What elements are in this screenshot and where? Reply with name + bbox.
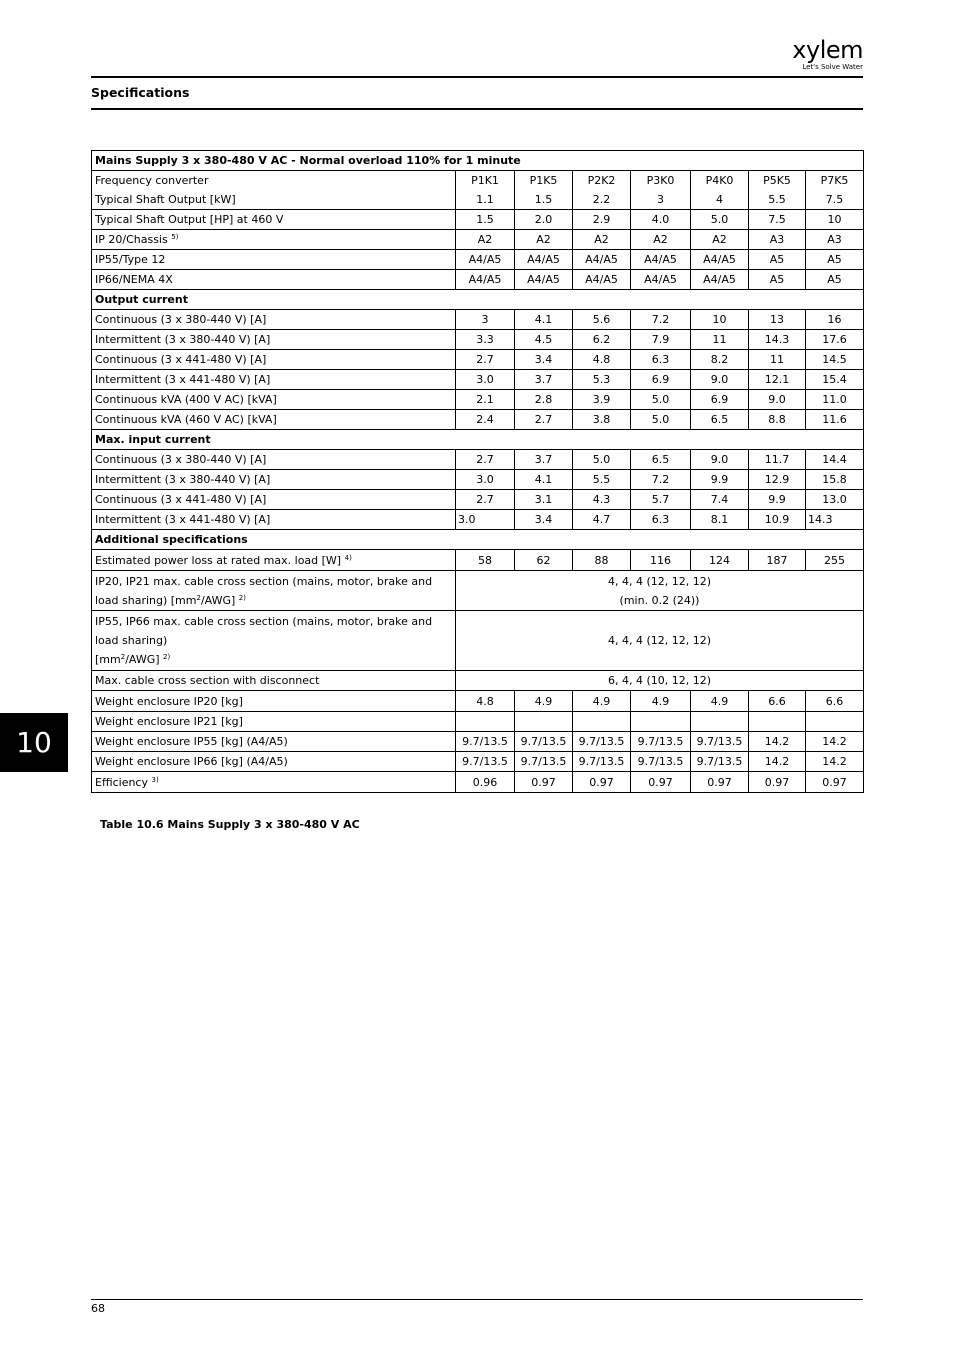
value-cell: 9.7/13.5 xyxy=(515,752,573,772)
row-label-text: Efficiency xyxy=(95,775,148,789)
value-cell: 0.97 xyxy=(691,772,749,793)
value-cell: 4.8 xyxy=(456,691,515,712)
output-current-row xyxy=(92,370,864,390)
value-cell: 2.7 xyxy=(515,410,573,430)
row-label-text: Weight enclosure IP20 [kg] xyxy=(95,694,243,708)
row-label-text: [mm xyxy=(95,653,121,666)
value-cell: 0.97 xyxy=(749,772,806,793)
value-cell: 5.0 xyxy=(631,390,691,410)
merged-value-cell xyxy=(456,571,864,611)
value-cell: A5 xyxy=(749,250,806,270)
row-label-text: Estimated power loss at rated max. load [W] xyxy=(95,553,342,567)
value-cell: 15.8 xyxy=(806,470,864,490)
logo-tagline: Let's Solve Water xyxy=(802,63,863,71)
value-cell: 6.6 xyxy=(806,691,864,712)
input-current-heading xyxy=(92,430,864,450)
value-cell xyxy=(573,712,631,732)
row-label xyxy=(92,270,456,290)
value-cell: 3.4 xyxy=(515,510,573,530)
converter-code: P4K0 xyxy=(705,174,734,187)
section-title: Specifications xyxy=(91,85,190,100)
value-cell: A4/A5 xyxy=(573,270,631,290)
value-cell: 10.9 xyxy=(749,510,806,530)
value-cell: 3 xyxy=(456,310,515,330)
value-cell: 4.8 xyxy=(573,350,631,370)
value-cell: 6.5 xyxy=(631,450,691,470)
value-cell: 4.1 xyxy=(515,470,573,490)
value-cell: 5.0 xyxy=(631,410,691,430)
value-cell: 9.7/13.5 xyxy=(515,732,573,752)
footnote-ref: 4) xyxy=(344,553,352,562)
value-cell: 4.5 xyxy=(515,330,573,350)
value-cell: 16 xyxy=(806,310,864,330)
value-cell: 3.9 xyxy=(573,390,631,410)
value-cell: 4.9 xyxy=(631,691,691,712)
value-cell: 255 xyxy=(806,550,864,571)
value-cell: 3.7 xyxy=(515,450,573,470)
value-cell: 4.9 xyxy=(691,691,749,712)
table-title: Mains Supply 3 x 380-480 V AC - Normal overload 110% for 1 minute xyxy=(92,151,864,171)
value-cell: 9.0 xyxy=(691,450,749,470)
row-label-text: IP66/NEMA 4X xyxy=(95,273,173,286)
value-cell: 187 xyxy=(749,550,806,571)
page-number: 68 xyxy=(91,1302,105,1315)
shaft-kw-label: Typical Shaft Output [kW] xyxy=(95,193,236,206)
value-cell: 3.0 xyxy=(456,370,515,390)
row-label-text: Continuous (3 x 380-440 V) [A] xyxy=(95,453,267,466)
value-cell: 14.2 xyxy=(749,732,806,752)
value-cell: 6.6 xyxy=(749,691,806,712)
value-cell: A4/A5 xyxy=(691,250,749,270)
converter-code: P2K2 xyxy=(587,174,616,187)
xylem-logo xyxy=(792,38,863,72)
value-cell: A2 xyxy=(631,230,691,250)
row-label-text: IP 20/Chassis xyxy=(95,233,168,246)
shaft-kw-value: 4 xyxy=(716,193,723,206)
section-heading: Max. input current xyxy=(92,430,864,450)
value-cell: 88 xyxy=(573,550,631,571)
value-cell: 11.7 xyxy=(749,450,806,470)
value-cell: 7.4 xyxy=(691,490,749,510)
row-label-text: Intermittent (3 x 380-440 V) [A] xyxy=(95,473,271,486)
value-cell: 3.4 xyxy=(515,350,573,370)
row-label-text: Weight enclosure IP21 [kg] xyxy=(95,715,243,728)
row-label-text: Continuous kVA (460 V AC) [kVA] xyxy=(95,413,277,426)
row-label xyxy=(92,310,456,330)
row-label-text: /AWG] xyxy=(125,653,160,666)
value-cell: 2.9 xyxy=(573,210,631,230)
merged-value: 4, 4, 4 (12, 12, 12) xyxy=(607,574,712,588)
value-cell: 3.8 xyxy=(573,410,631,430)
row-label-text: IP55, IP66 max. cable cross section (mains, motor, brake and xyxy=(95,615,433,628)
footnote-ref: 2) xyxy=(163,653,171,661)
value-cell: 9.9 xyxy=(749,490,806,510)
converter-cell xyxy=(806,171,864,210)
converter-code: P1K5 xyxy=(529,174,558,187)
row-label xyxy=(92,712,456,732)
footer-rule xyxy=(91,1299,863,1300)
row-label xyxy=(92,390,456,410)
value-cell: 2.7 xyxy=(456,350,515,370)
value-cell: 11 xyxy=(749,350,806,370)
converter-code: P1K1 xyxy=(471,174,499,187)
output-current-row xyxy=(92,390,864,410)
value-cell: A2 xyxy=(456,230,515,250)
value-cell: A3 xyxy=(749,230,806,250)
value-cell: 9.7/13.5 xyxy=(631,752,691,772)
row-label-text: Intermittent (3 x 380-440 V) [A] xyxy=(95,333,271,346)
value-cell: A2 xyxy=(515,230,573,250)
value-cell: 5.6 xyxy=(573,310,631,330)
row-label-text: load sharing) [mm xyxy=(95,593,197,607)
value-cell: 2.0 xyxy=(515,210,573,230)
superscript: 2 xyxy=(120,653,126,661)
value-cell: 6.2 xyxy=(573,330,631,350)
weight-ip21-row xyxy=(92,712,864,732)
value-cell: 1.5 xyxy=(456,210,515,230)
row-label xyxy=(92,450,456,470)
value-cell: 7.2 xyxy=(631,310,691,330)
value-cell: 10 xyxy=(806,210,864,230)
ip20-cable-row xyxy=(92,571,864,611)
value-cell: 14.3 xyxy=(749,330,806,350)
row-label-text: Weight enclosure IP55 [kg] (A4/A5) xyxy=(95,735,288,748)
value-cell: A2 xyxy=(691,230,749,250)
value-cell: 6.3 xyxy=(631,510,691,530)
row-label xyxy=(92,250,456,270)
value-cell: 9.9 xyxy=(691,470,749,490)
converter-cell xyxy=(573,171,631,210)
row-label-text: Continuous (3 x 380-440 V) [A] xyxy=(95,313,267,326)
shaft-kw-value: 7.5 xyxy=(825,193,844,206)
ip55-type12-row xyxy=(92,250,864,270)
row-label xyxy=(92,230,456,250)
value-cell: 2.4 xyxy=(456,410,515,430)
value-cell: 4.1 xyxy=(515,310,573,330)
value-cell: A5 xyxy=(806,250,864,270)
efficiency-row xyxy=(92,772,864,793)
value-cell: 17.6 xyxy=(806,330,864,350)
row-label-text: load sharing) xyxy=(95,634,168,647)
value-cell: A3 xyxy=(806,230,864,250)
row-label xyxy=(92,611,456,671)
value-cell: 9.0 xyxy=(691,370,749,390)
row-label xyxy=(92,772,456,793)
value-cell: 9.7/13.5 xyxy=(456,732,515,752)
row-label xyxy=(92,752,456,772)
value-cell: 13.0 xyxy=(806,490,864,510)
value-cell: 124 xyxy=(691,550,749,571)
value-cell: A4/A5 xyxy=(515,270,573,290)
row-label xyxy=(92,510,456,530)
value-cell: A4/A5 xyxy=(456,270,515,290)
value-cell: 8.8 xyxy=(749,410,806,430)
value-cell: 4.7 xyxy=(573,510,631,530)
value-cell: 6.9 xyxy=(691,390,749,410)
merged-value: (min. 0.2 (24)) xyxy=(619,593,700,607)
output-current-row xyxy=(92,350,864,370)
value-cell: 0.97 xyxy=(631,772,691,793)
row-label-text: IP55/Type 12 xyxy=(95,253,166,266)
row-label: Max. cable cross section with disconnect xyxy=(92,671,456,691)
value-cell: 7.2 xyxy=(631,470,691,490)
table-title-row xyxy=(92,151,864,171)
table-caption: Table 10.6 Mains Supply 3 x 380-480 V AC xyxy=(100,818,360,831)
row-label-text: Continuous (3 x 441-480 V) [A] xyxy=(95,353,267,366)
row-label xyxy=(92,490,456,510)
shaft-hp-row xyxy=(92,210,864,230)
shaft-kw-value: 5.5 xyxy=(768,193,786,206)
row-label-text: Continuous kVA (400 V AC) [kVA] xyxy=(95,393,277,406)
value-cell: 4.3 xyxy=(573,490,631,510)
value-cell: 4.9 xyxy=(515,691,573,712)
logo-wordmark: xylem xyxy=(792,36,863,64)
value-cell: 6.3 xyxy=(631,350,691,370)
value-cell: 14.2 xyxy=(749,752,806,772)
value-cell: 3.0 xyxy=(456,470,515,490)
value-cell: 14.5 xyxy=(806,350,864,370)
value-cell: A4/A5 xyxy=(456,250,515,270)
ip55-cable-row xyxy=(92,611,864,671)
value-cell: 9.7/13.5 xyxy=(691,752,749,772)
value-cell: A2 xyxy=(573,230,631,250)
converter-row xyxy=(92,171,864,210)
header-rule-top xyxy=(91,76,863,78)
value-cell: 13 xyxy=(749,310,806,330)
value-cell: A5 xyxy=(806,270,864,290)
row-label-text: Intermittent (3 x 441-480 V) [A] xyxy=(95,513,271,526)
value-cell: 5.3 xyxy=(573,370,631,390)
row-label xyxy=(92,210,456,230)
value-cell: 5.0 xyxy=(573,450,631,470)
value-cell: A4/A5 xyxy=(691,270,749,290)
merged-value-cell: 4, 4, 4 (12, 12, 12) xyxy=(456,611,864,671)
row-label-text: Intermittent (3 x 441-480 V) [A] xyxy=(95,373,271,386)
value-cell: A4/A5 xyxy=(631,250,691,270)
row-label-text: Continuous (3 x 441-480 V) [A] xyxy=(95,493,267,506)
value-cell: 7.9 xyxy=(631,330,691,350)
value-cell: 9.7/13.5 xyxy=(691,732,749,752)
value-cell: 12.9 xyxy=(749,470,806,490)
value-cell: 6.9 xyxy=(631,370,691,390)
value-cell: 6.5 xyxy=(691,410,749,430)
value-cell: 11 xyxy=(691,330,749,350)
section-heading: Additional specifications xyxy=(92,530,864,550)
input-current-row xyxy=(92,510,864,530)
value-cell: 14.4 xyxy=(806,450,864,470)
row-label xyxy=(92,571,456,611)
row-label xyxy=(92,550,456,571)
footnote-ref: 3) xyxy=(151,775,159,784)
converter-cell xyxy=(749,171,806,210)
value-cell xyxy=(631,712,691,732)
weight-ip20-row xyxy=(92,691,864,712)
value-cell: 4.9 xyxy=(573,691,631,712)
value-cell: 116 xyxy=(631,550,691,571)
value-cell: 2.7 xyxy=(456,450,515,470)
value-cell: 9.7/13.5 xyxy=(573,732,631,752)
value-cell: 8.2 xyxy=(691,350,749,370)
footnote-ref: 2) xyxy=(238,593,246,602)
value-cell: 15.4 xyxy=(806,370,864,390)
value-cell: 2.8 xyxy=(515,390,573,410)
value-cell: 3.7 xyxy=(515,370,573,390)
value-cell: 2.1 xyxy=(456,390,515,410)
value-cell: A4/A5 xyxy=(573,250,631,270)
row-label xyxy=(92,330,456,350)
value-cell: 3.3 xyxy=(456,330,515,350)
ip20-chassis-row xyxy=(92,230,864,250)
converter-code: P3K0 xyxy=(646,174,675,187)
converter-cell xyxy=(691,171,749,210)
value-cell: 12.1 xyxy=(749,370,806,390)
converter-label-text: Frequency converter xyxy=(95,174,209,187)
shaft-kw-value: 1.1 xyxy=(476,193,494,206)
output-current-row xyxy=(92,410,864,430)
value-cell: 3.1 xyxy=(515,490,573,510)
value-cell: 14.3 xyxy=(806,510,864,530)
header-rule-bottom xyxy=(91,108,863,110)
shaft-kw-value: 3 xyxy=(657,193,664,206)
value-cell: 58 xyxy=(456,550,515,571)
row-label xyxy=(92,370,456,390)
converter-cell xyxy=(631,171,691,210)
value-cell: 0.97 xyxy=(573,772,631,793)
value-cell: 0.97 xyxy=(806,772,864,793)
ip66-nema4x-row xyxy=(92,270,864,290)
value-cell: 62 xyxy=(515,550,573,571)
value-cell: 4.0 xyxy=(631,210,691,230)
value-cell xyxy=(749,712,806,732)
converter-label xyxy=(92,171,456,210)
value-cell: A5 xyxy=(749,270,806,290)
value-cell: A4/A5 xyxy=(515,250,573,270)
input-current-row xyxy=(92,490,864,510)
row-label xyxy=(92,732,456,752)
value-cell: 9.0 xyxy=(749,390,806,410)
converter-code: P7K5 xyxy=(820,174,849,187)
shaft-kw-value: 1.5 xyxy=(534,193,553,206)
value-cell: 9.7/13.5 xyxy=(456,752,515,772)
section-heading: Output current xyxy=(92,290,864,310)
converter-cell xyxy=(515,171,573,210)
output-current-heading xyxy=(92,290,864,310)
value-cell xyxy=(691,712,749,732)
value-cell: 8.1 xyxy=(691,510,749,530)
value-cell xyxy=(806,712,864,732)
row-label-text: Weight enclosure IP66 [kg] (A4/A5) xyxy=(95,755,288,768)
value-cell: 5.5 xyxy=(573,470,631,490)
footnote-ref: 5) xyxy=(171,233,179,241)
superscript: 2 xyxy=(196,593,201,602)
power-loss-row xyxy=(92,550,864,571)
shaft-kw-value: 2.2 xyxy=(592,193,611,206)
row-label xyxy=(92,691,456,712)
value-cell: 0.96 xyxy=(456,772,515,793)
disconnect-row xyxy=(92,671,864,691)
row-label xyxy=(92,410,456,430)
value-cell: 2.7 xyxy=(456,490,515,510)
row-label xyxy=(92,350,456,370)
value-cell: 3.0 xyxy=(456,510,515,530)
input-current-row xyxy=(92,450,864,470)
converter-code: P5K5 xyxy=(763,174,791,187)
additional-spec-heading xyxy=(92,530,864,550)
value-cell: 5.7 xyxy=(631,490,691,510)
output-current-row xyxy=(92,330,864,350)
value-cell: 14.2 xyxy=(806,732,864,752)
value-cell: 14.2 xyxy=(806,752,864,772)
value-cell: 9.7/13.5 xyxy=(573,752,631,772)
value-cell: 10 xyxy=(691,310,749,330)
converter-cell xyxy=(456,171,515,210)
row-label-text: Typical Shaft Output [HP] at 460 V xyxy=(95,213,284,226)
merged-value-cell: 6, 4, 4 (10, 12, 12) xyxy=(456,671,864,691)
row-label-text: /AWG] xyxy=(200,593,236,607)
value-cell: 0.97 xyxy=(515,772,573,793)
value-cell: 11.6 xyxy=(806,410,864,430)
row-label-text: IP20, IP21 max. cable cross section (mains, motor, brake and xyxy=(95,574,433,588)
value-cell: 5.0 xyxy=(691,210,749,230)
value-cell: 11.0 xyxy=(806,390,864,410)
row-label xyxy=(92,470,456,490)
mains-supply-spec-table xyxy=(91,150,864,793)
value-cell: 9.7/13.5 xyxy=(631,732,691,752)
weight-ip66-row xyxy=(92,752,864,772)
value-cell xyxy=(456,712,515,732)
chapter-tab: 10 xyxy=(0,713,68,772)
value-cell: 7.5 xyxy=(749,210,806,230)
weight-ip55-row xyxy=(92,732,864,752)
value-cell xyxy=(515,712,573,732)
input-current-row xyxy=(92,470,864,490)
value-cell: A4/A5 xyxy=(631,270,691,290)
output-current-row xyxy=(92,310,864,330)
